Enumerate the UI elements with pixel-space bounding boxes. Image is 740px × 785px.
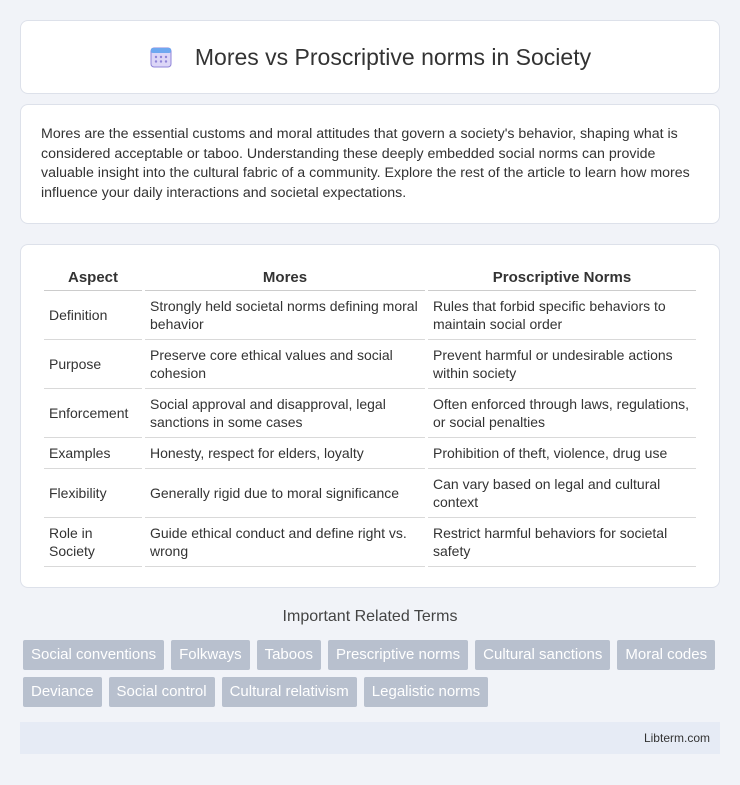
table-row <box>44 469 696 518</box>
table-row <box>44 518 696 567</box>
cell-proscriptive: Restrict harmful behaviors for societal safety <box>428 518 696 567</box>
comparison-table <box>41 265 699 567</box>
related-term-tag[interactable]: Cultural sanctions <box>475 640 610 670</box>
table-row <box>44 340 696 389</box>
table-row <box>44 291 696 340</box>
table-row <box>44 438 696 469</box>
page-title: Mores vs Proscriptive norms in Society <box>194 43 592 70</box>
cell-mores: Guide ethical conduct and define right vs. wrong <box>145 518 425 567</box>
header-card <box>20 20 720 94</box>
cell-mores: Generally rigid due to moral significance <box>145 469 425 518</box>
related-term-tag[interactable]: Deviance <box>23 677 102 707</box>
header-aspect: Aspect <box>44 265 142 291</box>
cell-mores: Honesty, respect for elders, loyalty <box>145 438 425 469</box>
cell-aspect: Examples <box>44 438 142 469</box>
header-proscriptive: Proscriptive Norms <box>428 265 696 291</box>
related-terms-list <box>23 640 723 707</box>
cell-mores: Strongly held societal norms defining moral behavior <box>145 291 425 340</box>
related-term-tag[interactable]: Taboos <box>257 640 321 670</box>
related-term-tag[interactable]: Legalistic norms <box>364 677 488 707</box>
related-term-tag[interactable]: Moral codes <box>617 640 715 670</box>
cell-aspect: Role in Society <box>44 518 142 567</box>
table-header-row <box>44 265 696 291</box>
cell-proscriptive: Rules that forbid specific behaviors to maintain social order <box>428 291 696 340</box>
cell-aspect: Definition <box>44 291 142 340</box>
table-row <box>44 389 696 438</box>
cell-proscriptive: Can vary based on legal and cultural context <box>428 469 696 518</box>
comparison-card <box>20 244 720 588</box>
cell-proscriptive: Often enforced through laws, regulations, or social penalties <box>428 389 696 438</box>
footer <box>20 722 720 754</box>
footer-site-link[interactable]: Libterm.com <box>643 731 710 745</box>
related-term-tag[interactable]: Social conventions <box>23 640 164 670</box>
related-term-tag[interactable]: Folkways <box>171 640 250 670</box>
intro-text: Mores are the essential customs and moral attitudes that govern a society's behavior, shaping what is considered acceptable or taboo. Understanding these deeply embedded social norms can provide valuable insight into the cultural fabric of a community. Explore the rest of the article to learn how mores influence your daily interactions and societal expectations. <box>41 126 690 201</box>
cell-aspect: Flexibility <box>44 469 142 518</box>
related-terms-title: Important Related Terms <box>282 608 458 625</box>
cell-mores: Preserve core ethical values and social cohesion <box>145 340 425 389</box>
calendar-icon <box>149 45 173 69</box>
cell-aspect: Enforcement <box>44 389 142 438</box>
cell-proscriptive: Prevent harmful or undesirable actions within society <box>428 340 696 389</box>
related-term-tag[interactable]: Prescriptive norms <box>328 640 468 670</box>
related-term-tag[interactable]: Social control <box>109 677 215 707</box>
related-term-tag[interactable]: Cultural relativism <box>222 677 357 707</box>
header-mores: Mores <box>145 265 425 291</box>
cell-aspect: Purpose <box>44 340 142 389</box>
cell-mores: Social approval and disapproval, legal sanctions in some cases <box>145 389 425 438</box>
cell-proscriptive: Prohibition of theft, violence, drug use <box>428 438 696 469</box>
intro-card <box>20 104 720 224</box>
